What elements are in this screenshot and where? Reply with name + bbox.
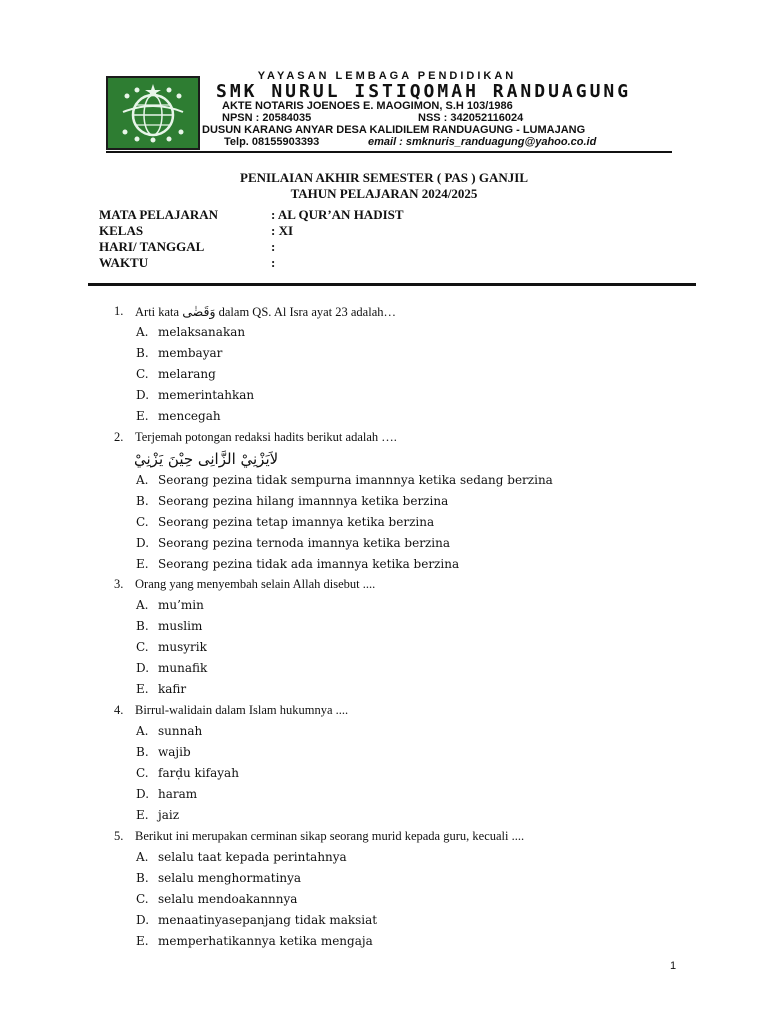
letterhead-divider	[106, 151, 672, 153]
option-letter: C.	[136, 766, 149, 780]
phone: Telp. 08155903393	[224, 136, 320, 148]
hadith-arabic-text: لاَيَزْنِيْ الزَّانِى حِيْنَ يَزْنِيْ	[134, 450, 279, 468]
meta-key: WAKTU	[99, 255, 149, 270]
option-letter: B.	[136, 871, 149, 885]
option-letter: B.	[136, 494, 149, 508]
option-text: mu’min	[158, 598, 204, 612]
option-letter: D.	[136, 388, 150, 402]
option-letter: D.	[136, 536, 150, 550]
option-letter: E.	[136, 934, 149, 948]
option-letter: E.	[136, 409, 149, 423]
option-text: munafik	[158, 661, 208, 675]
option-text: musyrik	[158, 640, 207, 654]
option-letter: B.	[136, 745, 149, 759]
school-logo	[106, 76, 200, 150]
option-text: memerintahkan	[158, 388, 255, 402]
meta-key: KELAS	[99, 223, 144, 238]
option-text: jaiz	[158, 808, 180, 822]
option-letter: E.	[136, 808, 149, 822]
email: email : smknuris_randuagung@yahoo.co.id	[368, 136, 597, 148]
option-letter: D.	[136, 787, 150, 801]
option-text: Seorang pezina tetap imannya ketika berzina	[158, 515, 435, 529]
meta-value: :	[271, 239, 276, 254]
nu-globe-icon	[117, 82, 189, 144]
meta-key: MATA PELAJARAN	[99, 207, 219, 222]
option-text: kafir	[158, 682, 187, 696]
contact-line	[224, 136, 597, 148]
option-text: memperhatikannya ketika mengaja	[158, 934, 373, 948]
option-letter: D.	[136, 661, 150, 675]
notary-deed: AKTE NOTARIS JOENOES E. MAOGIMON, S.H 103/1986	[222, 100, 513, 112]
npsn: NPSN : 20584035	[222, 112, 312, 124]
option-letter: E.	[136, 682, 149, 696]
option-text: Seorang pezina ternoda imannya ketika berzina	[158, 536, 450, 550]
school-name: SMK NURUL ISTIQOMAH RANDUAGUNG	[216, 81, 632, 102]
option-letter: D.	[136, 913, 150, 927]
option-letter: E.	[136, 557, 149, 571]
question-text: Berikut ini merupakan cerminan sikap seorang murid kepada guru, kecuali ....	[135, 829, 525, 843]
meta-value: : XI	[271, 223, 294, 238]
option-letter: A.	[136, 850, 149, 864]
meta-value: :	[271, 255, 276, 270]
option-text: mencegah	[158, 409, 221, 423]
option-letter: A.	[136, 724, 149, 738]
academic-year: TAHUN PELAJARAN 2024/2025	[290, 186, 478, 201]
header-rule	[88, 283, 696, 286]
option-text: wajib	[158, 745, 191, 759]
option-letter: C.	[136, 892, 149, 906]
question-number: 3.	[114, 577, 124, 591]
option-text: selalu taat kepada perintahnya	[158, 850, 347, 864]
option-letter: B.	[136, 346, 149, 360]
registration-numbers	[222, 112, 524, 124]
nss: NSS : 342052116024	[418, 112, 524, 124]
question-text: Terjemah potongan redaksi hadits berikut adalah ….	[135, 430, 397, 444]
option-text: Seorang pezina tidak sempurna imannnya ketika sedang berzina	[158, 473, 553, 487]
option-letter: C.	[136, 640, 149, 654]
option-letter: B.	[136, 619, 149, 633]
option-letter: C.	[136, 515, 149, 529]
option-text: farḍu kifayah	[158, 766, 239, 780]
school-address: DUSUN KARANG ANYAR DESA KALIDILEM RANDUAGUNG - LUMAJANG	[202, 124, 586, 136]
option-letter: A.	[136, 473, 149, 487]
option-text: muslim	[158, 619, 203, 633]
foundation-name: YAYASAN LEMBAGA PENDIDIKAN	[257, 70, 517, 82]
option-text: sunnah	[158, 724, 203, 738]
option-text: melarang	[158, 367, 216, 381]
option-text: menaatinyasepanjang tidak maksiat	[158, 913, 378, 927]
exam-title: PENILAIAN AKHIR SEMESTER ( PAS ) GANJIL	[240, 170, 528, 185]
question-text: Arti kata وَقَضٰى dalam QS. Al Isra ayat 23 adalah…	[135, 305, 397, 319]
option-letter: A.	[136, 325, 149, 339]
option-letter: A.	[136, 598, 149, 612]
meta-key: HARI/ TANGGAL	[99, 239, 205, 254]
option-text: Seorang pezina tidak ada imannya ketika berzina	[158, 557, 460, 571]
letterhead	[102, 68, 672, 152]
question-number: 4.	[114, 703, 124, 717]
option-letter: C.	[136, 367, 149, 381]
option-text: Seorang pezina hilang imannnya ketika berzina	[158, 494, 449, 508]
option-text: selalu menghormatinya	[158, 871, 302, 885]
question-text: Birrul-walidain dalam Islam hukumnya ....	[135, 703, 349, 717]
question-number: 2.	[114, 430, 124, 444]
meta-value: : AL QUR’AN HADIST	[271, 207, 404, 222]
option-text: haram	[158, 787, 198, 801]
option-text: membayar	[158, 346, 223, 360]
question-text: Orang yang menyembah selain Allah disebut ....	[135, 577, 376, 591]
option-text: melaksanakan	[158, 325, 246, 339]
option-text: selalu mendoakannnya	[158, 892, 298, 906]
question-number: 5.	[114, 829, 124, 843]
question-number: 1.	[114, 304, 124, 318]
page-number: 1	[670, 960, 677, 972]
